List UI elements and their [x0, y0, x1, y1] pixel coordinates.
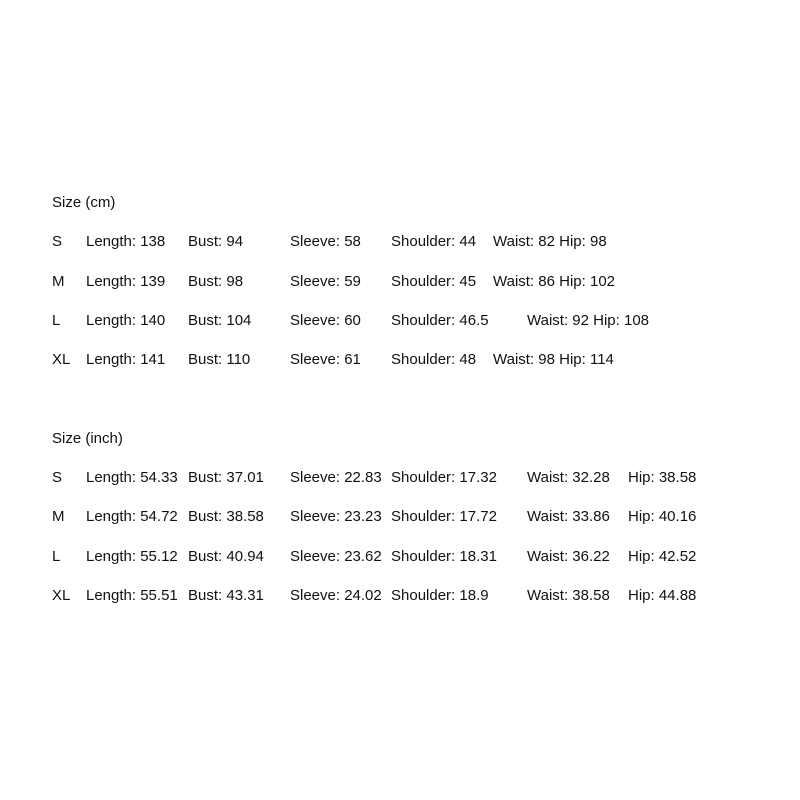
bust-value: Bust: 37.01: [188, 469, 264, 486]
waist-hip-value: Waist: 82 Hip: 98: [493, 233, 607, 250]
hip-value: Hip: 38.58: [628, 469, 697, 486]
length-value: Length: 55.51: [86, 587, 178, 604]
shoulder-value: Shoulder: 17.32: [391, 469, 497, 486]
size-label: M: [52, 273, 65, 290]
size-label: S: [52, 469, 63, 486]
waist-hip-value: Waist: 92 Hip: 108: [527, 312, 649, 329]
length-value: Length: 141: [86, 351, 166, 368]
shoulder-value: Shoulder: 44: [391, 233, 477, 250]
waist-value: Waist: 33.86: [527, 508, 610, 525]
length-value: Length: 54.72: [86, 508, 178, 525]
waist-value: Waist: 38.58: [527, 587, 610, 604]
section-heading-inch: Size (inch): [52, 430, 123, 447]
shoulder-value: Shoulder: 18.9: [391, 587, 489, 604]
size-label: XL: [52, 587, 71, 604]
size-label: XL: [52, 351, 71, 368]
bust-value: Bust: 38.58: [188, 508, 264, 525]
sleeve-value: Sleeve: 59: [290, 273, 361, 290]
waist-hip-value: Waist: 86 Hip: 102: [493, 273, 615, 290]
sleeve-value: Sleeve: 24.02: [290, 587, 382, 604]
shoulder-value: Shoulder: 45: [391, 273, 477, 290]
sleeve-value: Sleeve: 60: [290, 312, 361, 329]
bust-value: Bust: 104: [188, 312, 252, 329]
shoulder-value: Shoulder: 18.31: [391, 548, 497, 565]
bust-value: Bust: 94: [188, 233, 244, 250]
bust-value: Bust: 43.31: [188, 587, 264, 604]
size-label: L: [52, 548, 61, 565]
hip-value: Hip: 42.52: [628, 548, 697, 565]
size-label: M: [52, 508, 65, 525]
size-label: S: [52, 233, 63, 250]
sleeve-value: Sleeve: 22.83: [290, 469, 382, 486]
shoulder-value: Shoulder: 46.5: [391, 312, 489, 329]
length-value: Length: 54.33: [86, 469, 178, 486]
shoulder-value: Shoulder: 17.72: [391, 508, 497, 525]
hip-value: Hip: 44.88: [628, 587, 697, 604]
sleeve-value: Sleeve: 58: [290, 233, 361, 250]
waist-hip-value: Waist: 98 Hip: 114: [493, 351, 614, 368]
sleeve-value: Sleeve: 61: [290, 351, 361, 368]
bust-value: Bust: 98: [188, 273, 244, 290]
section-heading-cm: Size (cm): [52, 194, 116, 211]
sleeve-value: Sleeve: 23.62: [290, 548, 382, 565]
length-value: Length: 139: [86, 273, 166, 290]
size-label: L: [52, 312, 61, 329]
hip-value: Hip: 40.16: [628, 508, 697, 525]
waist-value: Waist: 36.22: [527, 548, 610, 565]
waist-value: Waist: 32.28: [527, 469, 610, 486]
length-value: Length: 55.12: [86, 548, 178, 565]
length-value: Length: 138: [86, 233, 166, 250]
bust-value: Bust: 110: [188, 351, 251, 368]
bust-value: Bust: 40.94: [188, 548, 264, 565]
sleeve-value: Sleeve: 23.23: [290, 508, 382, 525]
length-value: Length: 140: [86, 312, 166, 329]
shoulder-value: Shoulder: 48: [391, 351, 477, 368]
